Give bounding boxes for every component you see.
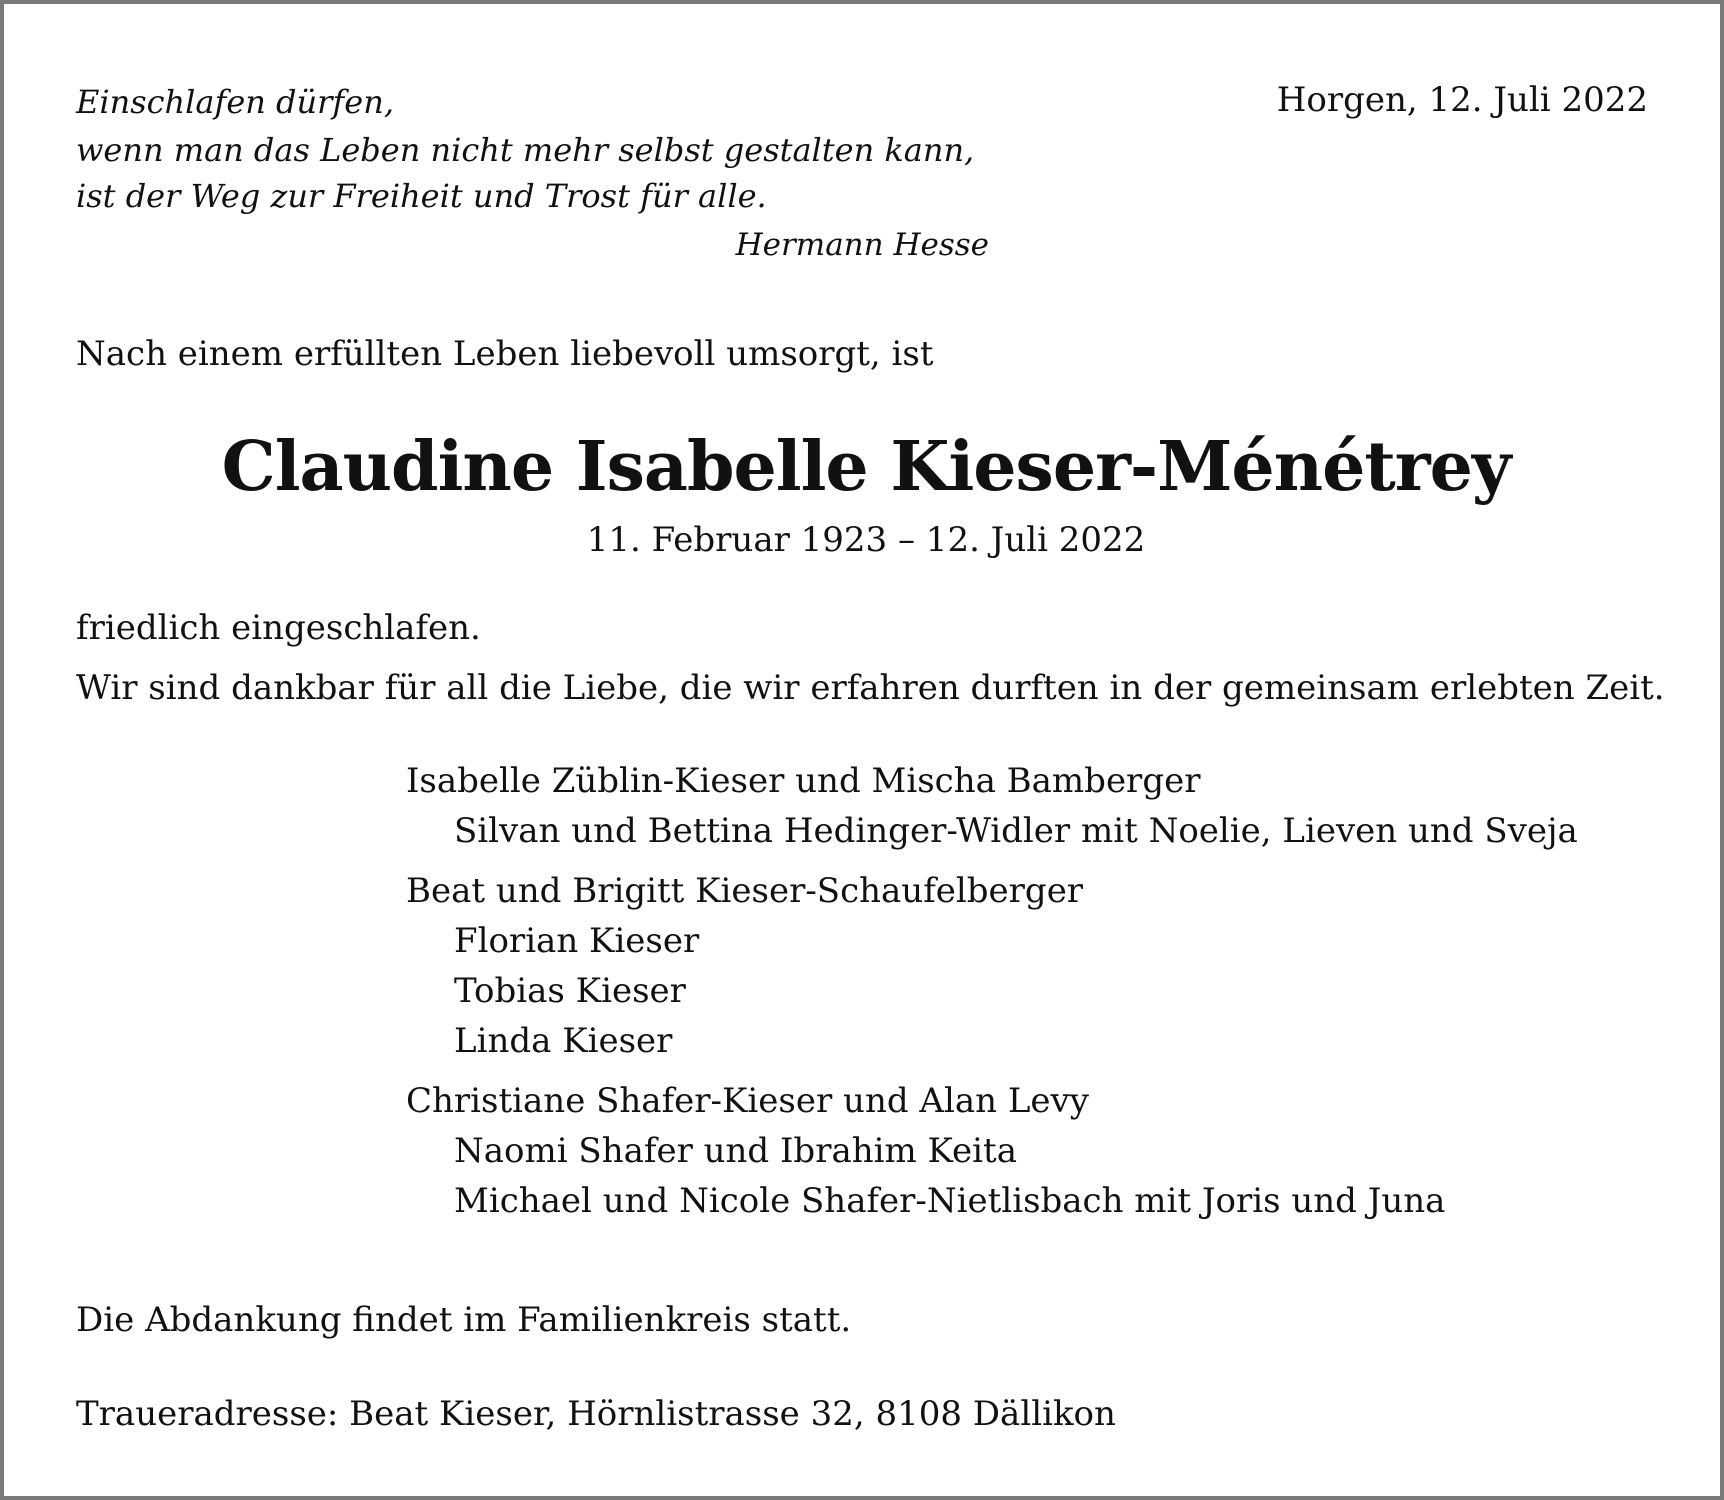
gratitude-text: Wir sind dankbar für all die Liebe, die wir erfahren durften in der gemeinsam erlebten Zeit. (76, 668, 1665, 708)
intro-text: Nach einem erfüllten Leben liebevoll umsorgt, ist (76, 334, 934, 374)
family-head: Isabelle Züblin-Kieser und Mischa Bamberger (406, 761, 1201, 801)
ceremony-text: Die Abdankung findet im Familienkreis statt. (76, 1300, 852, 1340)
family-head: Beat und Brigitt Kieser-Schaufelberger (406, 871, 1084, 911)
mourners-list (406, 756, 1578, 1236)
family-member: Florian Kieser (454, 921, 700, 961)
family-member: Michael und Nicole Shafer-Nietlisbach mit Joris und Juna (454, 1181, 1446, 1221)
deceased-name: Claudine Isabelle Kieser-Ménétrey (221, 427, 1511, 507)
family-group (406, 756, 1578, 856)
family-member: Linda Kieser (454, 1021, 673, 1061)
quote-author: Hermann Hesse (735, 227, 989, 263)
family-member: Silvan und Bettina Hedinger-Widler mit Noelie, Lieven und Sveja (454, 811, 1578, 851)
quote-line: wenn man das Leben nicht mehr selbst gestalten kann, (76, 131, 975, 169)
closing-phrase: friedlich eingeschlafen. (76, 608, 481, 648)
family-member: Tobias Kieser (454, 971, 686, 1011)
family-member: Naomi Shafer und Ibrahim Keita (454, 1131, 1017, 1171)
family-group (406, 1076, 1578, 1226)
quote-line: Einschlafen dürfen, (76, 83, 394, 121)
family-head: Christiane Shafer-Kieser und Alan Levy (406, 1081, 1089, 1121)
mourning-address: Traueradresse: Beat Kieser, Hörnlistrasse 32, 8108 Dällikon (76, 1394, 1116, 1434)
life-dates: 11. Februar 1923 – 12. Juli 2022 (586, 520, 1146, 560)
quote-line: ist der Weg zur Freiheit und Trost für alle. (76, 177, 767, 215)
place-date: Horgen, 12. Juli 2022 (1276, 80, 1648, 120)
family-group (406, 866, 1578, 1066)
